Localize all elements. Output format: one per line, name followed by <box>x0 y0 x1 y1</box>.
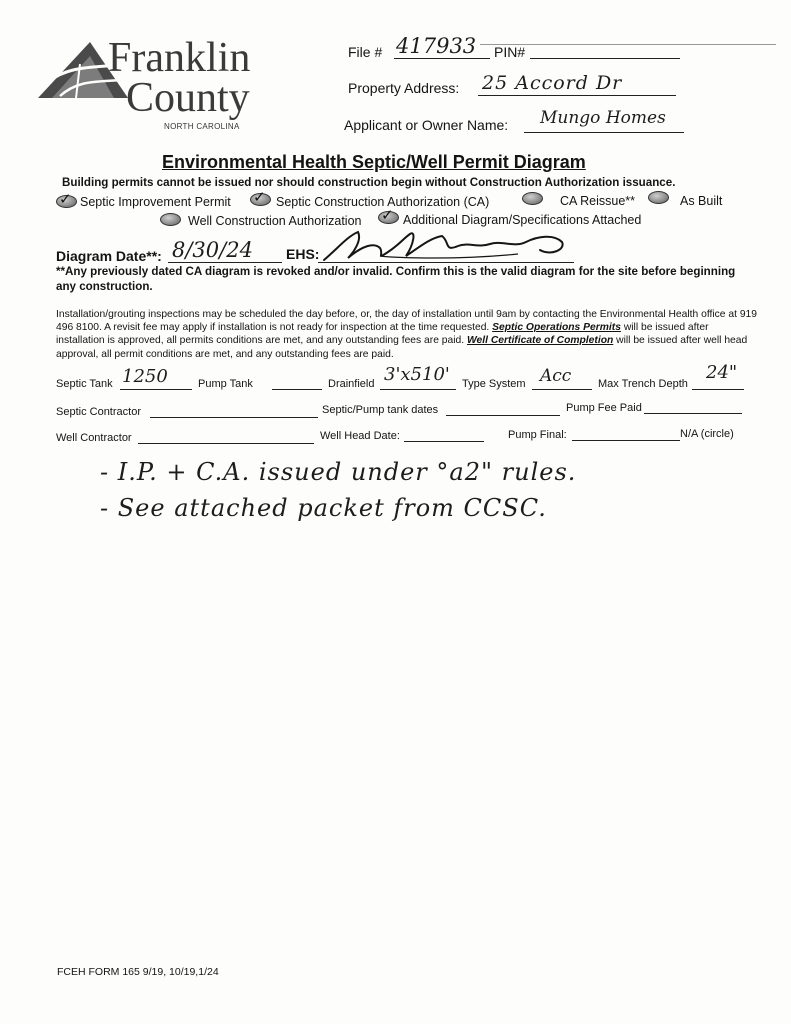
well-construction-authorization-oval[interactable] <box>160 213 181 226</box>
diagram-date-label: Diagram Date**: <box>56 248 162 264</box>
ca-reissue-oval[interactable] <box>522 192 543 205</box>
well-contractor-line[interactable] <box>138 443 314 444</box>
type-system-line <box>532 389 592 390</box>
type-system-value: Acc <box>540 366 572 386</box>
construction-warning: Building permits cannot be issued nor should construction begin without Construction Authorization issuance. <box>62 176 676 189</box>
well-contractor-label: Well Contractor <box>56 432 132 444</box>
logo-line2: County <box>126 75 250 121</box>
as-built-label: As Built <box>680 194 723 208</box>
form-title: Environmental Health Septic/Well Permit Diagram <box>162 152 586 172</box>
diagram-date-value: 8/30/24 <box>172 238 253 262</box>
pump-fee-paid-label: Pump Fee Paid <box>566 402 642 414</box>
septic-construction-authorization-label: Septic Construction Authorization (CA) <box>276 195 490 209</box>
additional-diagram-label: Additional Diagram/Specifications Attached <box>403 213 642 227</box>
instructions-part2: will be issued after installation is approved, all permits conditions are met, and any outstanding fees are paid. <box>56 322 709 347</box>
address-value: 25 Accord Dr <box>482 72 623 94</box>
file-number-line <box>394 58 490 59</box>
pump-fee-paid-line[interactable] <box>644 413 742 414</box>
pump-tank-dates-label: Septic/Pump tank dates <box>322 404 439 416</box>
logo-line1: Franklin <box>108 35 251 81</box>
septic-improvement-permit-check-icon: ✓ <box>59 190 72 208</box>
well-certificate-text: Well Certificate of Completion <box>467 335 614 347</box>
revocation-note: **Any previously dated CA diagram is revoked and/or invalid. Confirm this is the valid diagram for the site before beginning any construction. <box>56 265 736 293</box>
diagram-date-line <box>168 262 282 263</box>
septic-improvement-permit-label: Septic Improvement Permit <box>80 195 231 209</box>
address-line <box>478 95 676 96</box>
pump-tank-label: Pump Tank <box>198 378 253 390</box>
type-system-label: Type System <box>462 378 526 390</box>
handwritten-note-1: - I.P. + C.A. issued under °a2" rules. <box>100 458 577 486</box>
pump-tank-dates-line[interactable] <box>446 415 560 416</box>
pump-tank-line[interactable] <box>272 389 322 390</box>
drainfield-label: Drainfield <box>328 378 375 390</box>
septic-operations-permits-text: Septic Operations Permits <box>492 322 621 334</box>
septic-contractor-line[interactable] <box>150 417 318 418</box>
drainfield-value: 3'x510' <box>384 364 450 385</box>
instructions-part1: Installation/grouting inspections may be scheduled the day before, or, the day of installation until 9am by contacting the Environmental Health office at 919 496 8100. A revisit fee may apply if installation is not ready for inspection at the time requested. <box>56 309 758 334</box>
septic-tank-value: 1250 <box>122 366 168 387</box>
drainfield-line <box>380 389 456 390</box>
septic-tank-label: Septic Tank <box>56 378 113 390</box>
file-number-label: File # <box>348 44 383 60</box>
owner-line <box>524 132 684 133</box>
na-circle-label: N/A (circle) <box>680 428 734 440</box>
owner-label: Applicant or Owner Name: <box>344 117 509 133</box>
handwritten-note-2: - See attached packet from CCSC. <box>100 494 547 522</box>
as-built-oval[interactable] <box>648 191 669 204</box>
septic-contractor-label: Septic Contractor <box>56 406 141 418</box>
pump-final-label: Pump Final: <box>508 429 567 441</box>
septic-tank-line <box>120 389 192 390</box>
county-logo <box>30 34 290 134</box>
max-trench-depth-value: 24" <box>706 362 738 383</box>
pump-final-line[interactable] <box>572 440 680 441</box>
septic-construction-authorization-check-icon: ✓ <box>253 188 266 206</box>
well-head-date-line[interactable] <box>404 441 484 442</box>
well-head-date-label: Well Head Date: <box>320 430 400 442</box>
owner-value: Mungo Homes <box>540 108 666 128</box>
ehs-line <box>318 262 574 263</box>
top-rule <box>480 44 776 45</box>
logo-state: NORTH CAROLINA <box>164 122 240 131</box>
instructions-part3: will be issued after well head approval, all permit conditions are met, and any outstanding fees are paid. <box>56 335 748 360</box>
well-construction-authorization-label: Well Construction Authorization <box>188 214 362 228</box>
ca-reissue-label: CA Reissue** <box>560 194 636 208</box>
form-footer: FCEH FORM 165 9/19, 10/19,1/24 <box>57 966 219 978</box>
additional-diagram-check-icon: ✓ <box>381 206 394 224</box>
pin-label: PIN# <box>494 44 526 60</box>
pin-line <box>530 58 680 59</box>
ehs-label: EHS: <box>286 246 320 262</box>
address-label: Property Address: <box>348 80 460 96</box>
inspection-instructions <box>56 308 760 361</box>
max-trench-depth-label: Max Trench Depth <box>598 378 688 390</box>
file-number-value: 417933 <box>396 34 477 58</box>
max-trench-depth-line <box>692 389 744 390</box>
